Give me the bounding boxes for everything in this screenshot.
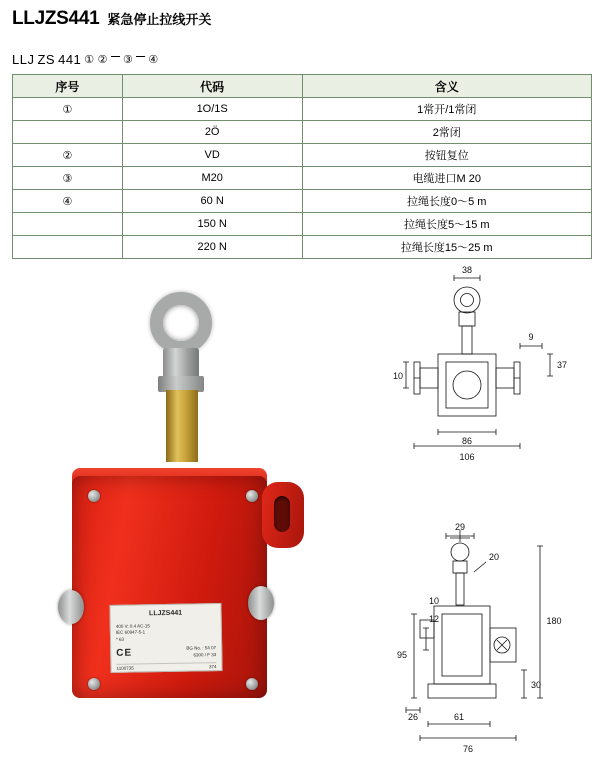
cover-screw xyxy=(88,490,100,502)
cover-screw xyxy=(88,678,100,690)
nameplate-line-2: IEC 60947-5-1 xyxy=(115,629,146,636)
table-row xyxy=(13,236,592,259)
cell-meaning: 拉绳长度5～15 m xyxy=(302,213,591,236)
cell-code: 1O/1S xyxy=(122,98,302,121)
nameplate-serial: 1100735 xyxy=(116,665,134,671)
cell-code: VD xyxy=(122,144,302,167)
code-part-2: ZS xyxy=(37,52,56,67)
table-header-row xyxy=(13,75,592,98)
dim-26: 26 xyxy=(407,712,419,722)
cell-no xyxy=(13,213,123,236)
column-header-meaning: 含义 xyxy=(302,75,591,98)
brass-shaft xyxy=(166,390,198,462)
nameplate-line-3: * 63 xyxy=(115,636,125,642)
cell-code: 220 N xyxy=(122,236,302,259)
dim-38: 38 xyxy=(461,265,473,275)
product-photo xyxy=(40,268,330,728)
dim-180: 180 xyxy=(546,616,562,626)
cell-no: ④ xyxy=(13,190,123,213)
dim-29: 29 xyxy=(454,522,466,532)
dim-30: 30 xyxy=(530,680,542,690)
cell-no xyxy=(13,121,123,144)
table-row xyxy=(13,98,592,121)
cell-meaning: 拉绳长度0～5 m xyxy=(302,190,591,213)
nameplate-label xyxy=(109,603,222,673)
dim-106: 106 xyxy=(459,452,475,462)
dimension-drawing-top xyxy=(390,262,590,492)
cell-meaning: 1常开/1常闭 xyxy=(302,98,591,121)
cell-meaning: 拉绳长度15～25 m xyxy=(302,236,591,259)
product-model: LLJZS441 xyxy=(12,8,100,29)
cell-code: 2Ö xyxy=(122,121,302,144)
eye-bolt-ring xyxy=(150,292,212,354)
code-symbol-3: ③ xyxy=(123,54,134,66)
table-row xyxy=(13,144,592,167)
dim-9: 9 xyxy=(528,332,534,342)
cell-meaning: 2常闭 xyxy=(302,121,591,144)
dim-10: 10 xyxy=(392,371,404,381)
ce-mark-icon: CE xyxy=(116,647,133,659)
product-title-chinese: 紧急停止拉线开关 xyxy=(107,12,212,27)
dim-20: 20 xyxy=(488,552,500,562)
code-part-1: LLJ xyxy=(12,52,35,67)
nameplate-code: 374 xyxy=(208,663,217,670)
dimension-drawing-side xyxy=(390,520,590,760)
cell-no: ① xyxy=(13,98,123,121)
cover-screw xyxy=(246,678,258,690)
code-symbol-1: ① xyxy=(84,54,95,66)
dim-10: 10 xyxy=(428,596,440,606)
cell-meaning: 按钮复位 xyxy=(302,144,591,167)
nameplate-model: LLJZS441 xyxy=(148,609,183,618)
column-header-code: 代码 xyxy=(122,75,302,98)
mounting-lug xyxy=(262,482,304,548)
cable-gland-left xyxy=(58,590,84,624)
table-row xyxy=(13,213,592,236)
nameplate-right-line-2: 6300 / F 33 xyxy=(193,652,217,658)
table-row xyxy=(13,167,592,190)
dim-12: 12 xyxy=(428,614,440,624)
table-row xyxy=(13,121,592,144)
cell-no xyxy=(13,236,123,259)
cell-meaning: 电缆进口M 20 xyxy=(302,167,591,190)
cover-screw xyxy=(246,490,258,502)
cell-code: M20 xyxy=(122,167,302,190)
cell-code: 60 N xyxy=(122,190,302,213)
code-symbol-2: ② xyxy=(97,54,109,66)
nameplate-right-line-1: BG No. : 54 07 xyxy=(186,645,217,651)
nameplate-line-1: 400 V; 0.4 AC-15 xyxy=(115,622,150,629)
code-dash-1 xyxy=(111,56,120,57)
code-symbol-4: ④ xyxy=(148,54,159,66)
cell-no: ③ xyxy=(13,167,123,190)
column-header-no: 序号 xyxy=(13,75,123,98)
dim-76: 76 xyxy=(462,744,474,754)
code-part-3: 441 xyxy=(58,52,82,67)
type-code-breakdown xyxy=(12,52,159,67)
code-dash-2 xyxy=(136,56,145,57)
table-row xyxy=(13,190,592,213)
page-title xyxy=(12,8,211,30)
dim-61: 61 xyxy=(453,712,465,722)
cell-no: ② xyxy=(13,144,123,167)
specification-table xyxy=(12,74,592,259)
mounting-lug-hole xyxy=(274,496,290,532)
dim-37: 37 xyxy=(556,360,568,370)
dim-86: 86 xyxy=(461,436,473,446)
dim-95: 95 xyxy=(396,650,408,660)
cell-code: 150 N xyxy=(122,213,302,236)
cable-gland-right xyxy=(248,586,274,620)
